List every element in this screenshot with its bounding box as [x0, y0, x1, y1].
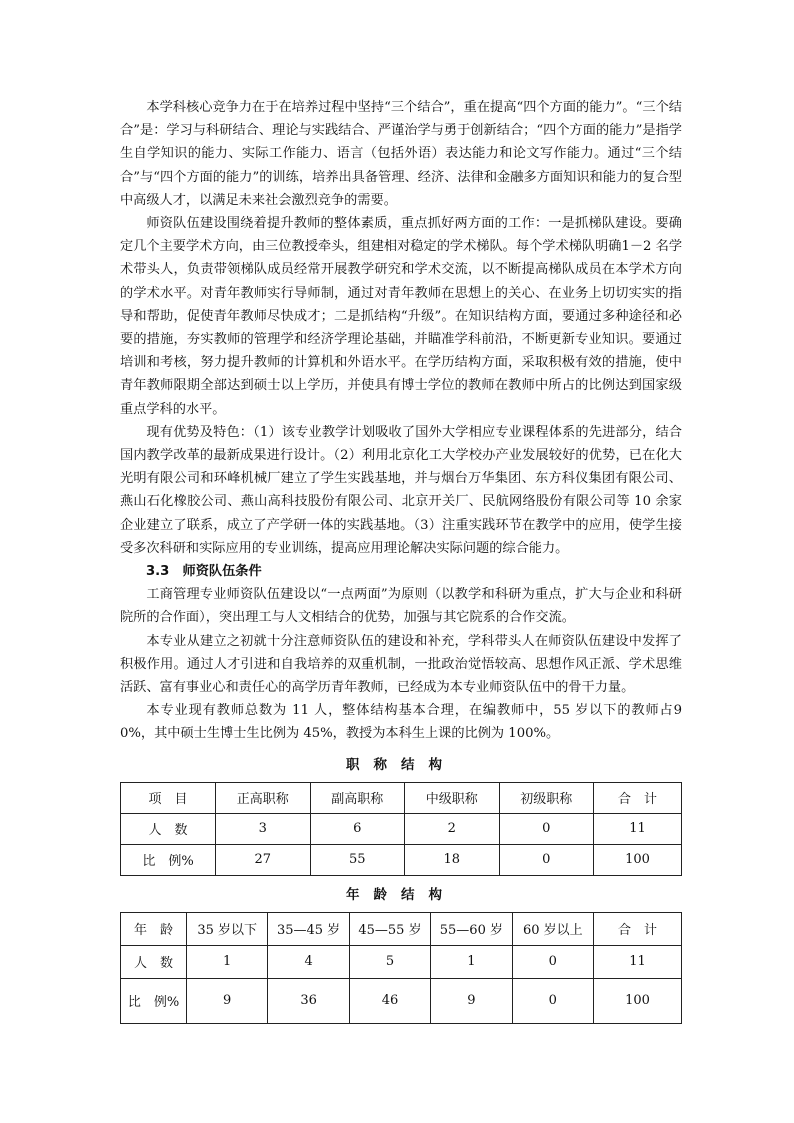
paragraph-statistics: 本专业现有教师总数为 11 人，整体结构基本合理，在编教师中，55 岁以下的教师占90%，其中硕士生博士生比例为 45%，教授为本科生上课的比例为 100%。	[120, 703, 682, 742]
table-cell: 9	[187, 978, 268, 1023]
table-cell: 初级职称	[499, 782, 594, 813]
paragraph-faculty-building: 师资队伍建设围绕着提升教师的整体素质，重点抓好两方面的工作：一是抓梯队建设。要确定几个主要学术方向，由三位教授牵头，组建相对稳定的学术梯队。每个学术梯队明确1－2 名学术带头人，负责带领梯队成员经常开展教学研究和学术交流，以不断提高梯队成员在本学术方向的学术水平。对青年教师实行导师制，通过对青年教师在思想上的关心、在业务上切切实实的指导和帮助，促使青年教师尽快成才；二是抓结构“升级”。在知识结构方面，要通过多种途径和必要的措施，夯实教师的管理学和经济学理论基础，并瞄准学科前沿，不断更新专业知识。要通过培训和考核，努力提升教师的计算机和外语水平。在学历结构方面，采取积极有效的措施，使中青年教师限期全部达到硕士以上学历，并使具有博士学位的教师在教师中所占的比例达到国家级重点学科的水平。	[120, 216, 682, 417]
paragraph-principle: 工商管理专业师资队伍建设以“一点两面”为原则（以教学和科研为重点，扩大与企业和科研院所的合作面），突出理工与人文相结合的优势，加强与其它院系的合作交流。	[120, 587, 682, 626]
table-cell: 45—55 岁	[349, 912, 430, 945]
table-cell: 人 数	[121, 813, 216, 844]
table-cell: 人 数	[121, 945, 187, 978]
table-cell: 6	[310, 813, 405, 844]
age-structure-table	[120, 912, 682, 1024]
table-row	[121, 813, 682, 844]
table-cell: 0	[499, 844, 594, 875]
table-cell: 年 龄	[121, 912, 187, 945]
table-cell: 55—60 岁	[431, 912, 512, 945]
table-cell: 60 岁以上	[512, 912, 593, 945]
table-cell: 比 例%	[121, 978, 187, 1023]
table-header-row	[121, 912, 682, 945]
table-cell: 3	[216, 813, 311, 844]
table-cell: 0	[499, 813, 594, 844]
table-cell: 副高职称	[310, 782, 405, 813]
table-cell: 100	[594, 978, 682, 1023]
paragraph-advantages: 现有优势及特色：（1）该专业教学计划吸收了国外大学相应专业课程体系的先进部分，结合国内教学改革的最新成果进行设计。（2）利用北京化工大学校办产业发展较好的优势，已在化大光明有限公司和环峰机械厂建立了学生实践基地，并与烟台万华集团、东方科仪集团有限公司、燕山石化橡胶公司、燕山高科技股份有限公司、北京开关厂、民航网络股份有限公司等 10 余家企业建立了联系，成立了产学研一体的实践基地。（3）注重实践环节在教学中的应用，使学生接受多次科研和实际应用的专业训练，提高应用理论解决实际问题的综合能力。	[120, 424, 682, 556]
section-heading: 3.3 师资队伍条件	[146, 564, 262, 580]
table-cell: 4	[268, 945, 349, 978]
table-row	[121, 978, 682, 1023]
table-cell: 0	[512, 978, 593, 1023]
table-cell: 100	[594, 844, 682, 875]
table-cell: 55	[310, 844, 405, 875]
table-cell: 1	[431, 945, 512, 978]
table-cell: 9	[431, 978, 512, 1023]
table-header-row	[121, 782, 682, 813]
table-cell: 正高职称	[216, 782, 311, 813]
table-row	[121, 844, 682, 875]
table-cell: 46	[349, 978, 430, 1023]
table-cell: 合 计	[594, 782, 682, 813]
table-caption-title: 职称结构	[346, 756, 456, 773]
table-caption-age: 年龄结构	[346, 886, 456, 903]
table-cell: 2	[405, 813, 500, 844]
table-cell: 35—45 岁	[268, 912, 349, 945]
table-cell: 11	[594, 945, 682, 978]
table-cell: 1	[187, 945, 268, 978]
table-cell: 比 例%	[121, 844, 216, 875]
document-page	[120, 96, 682, 1024]
table-cell: 27	[216, 844, 311, 875]
table-cell: 项 目	[121, 782, 216, 813]
table-cell: 36	[268, 978, 349, 1023]
table-cell: 35 岁以下	[187, 912, 268, 945]
paragraph-core-competence: 本学科核心竞争力在于在培养过程中坚持“三个结合”，重在提高“四个方面的能力”。“三个结合”是：学习与科研结合、理论与实践结合、严谨治学与勇于创新结合；“四个方面的能力”是指学生自学知识的能力、实际工作能力、语言（包括外语）表达能力和论文写作能力。通过“三个结合”与“四个方面的能力”的训练，培养出具备管理、经济、法律和金融多方面知识和能力的复合型中高级人才，以满足未来社会激烈竞争的需要。	[120, 100, 682, 208]
paragraph-mechanism: 本专业从建立之初就十分注意师资队伍的建设和补充，学科带头人在师资队伍建设中发挥了积极作用。通过人才引进和自我培养的双重机制，一批政治觉悟较高、思想作风正派、学术思维活跃、富有事业心和责任心的高学历青年教师，已经成为本专业师资队伍中的骨干力量。	[120, 633, 682, 696]
title-structure-table	[120, 782, 682, 876]
table-cell: 合 计	[594, 912, 682, 945]
table-cell: 中级职称	[405, 782, 500, 813]
table-cell: 0	[512, 945, 593, 978]
table-row	[121, 945, 682, 978]
table-cell: 11	[594, 813, 682, 844]
table-cell: 18	[405, 844, 500, 875]
table-cell: 5	[349, 945, 430, 978]
